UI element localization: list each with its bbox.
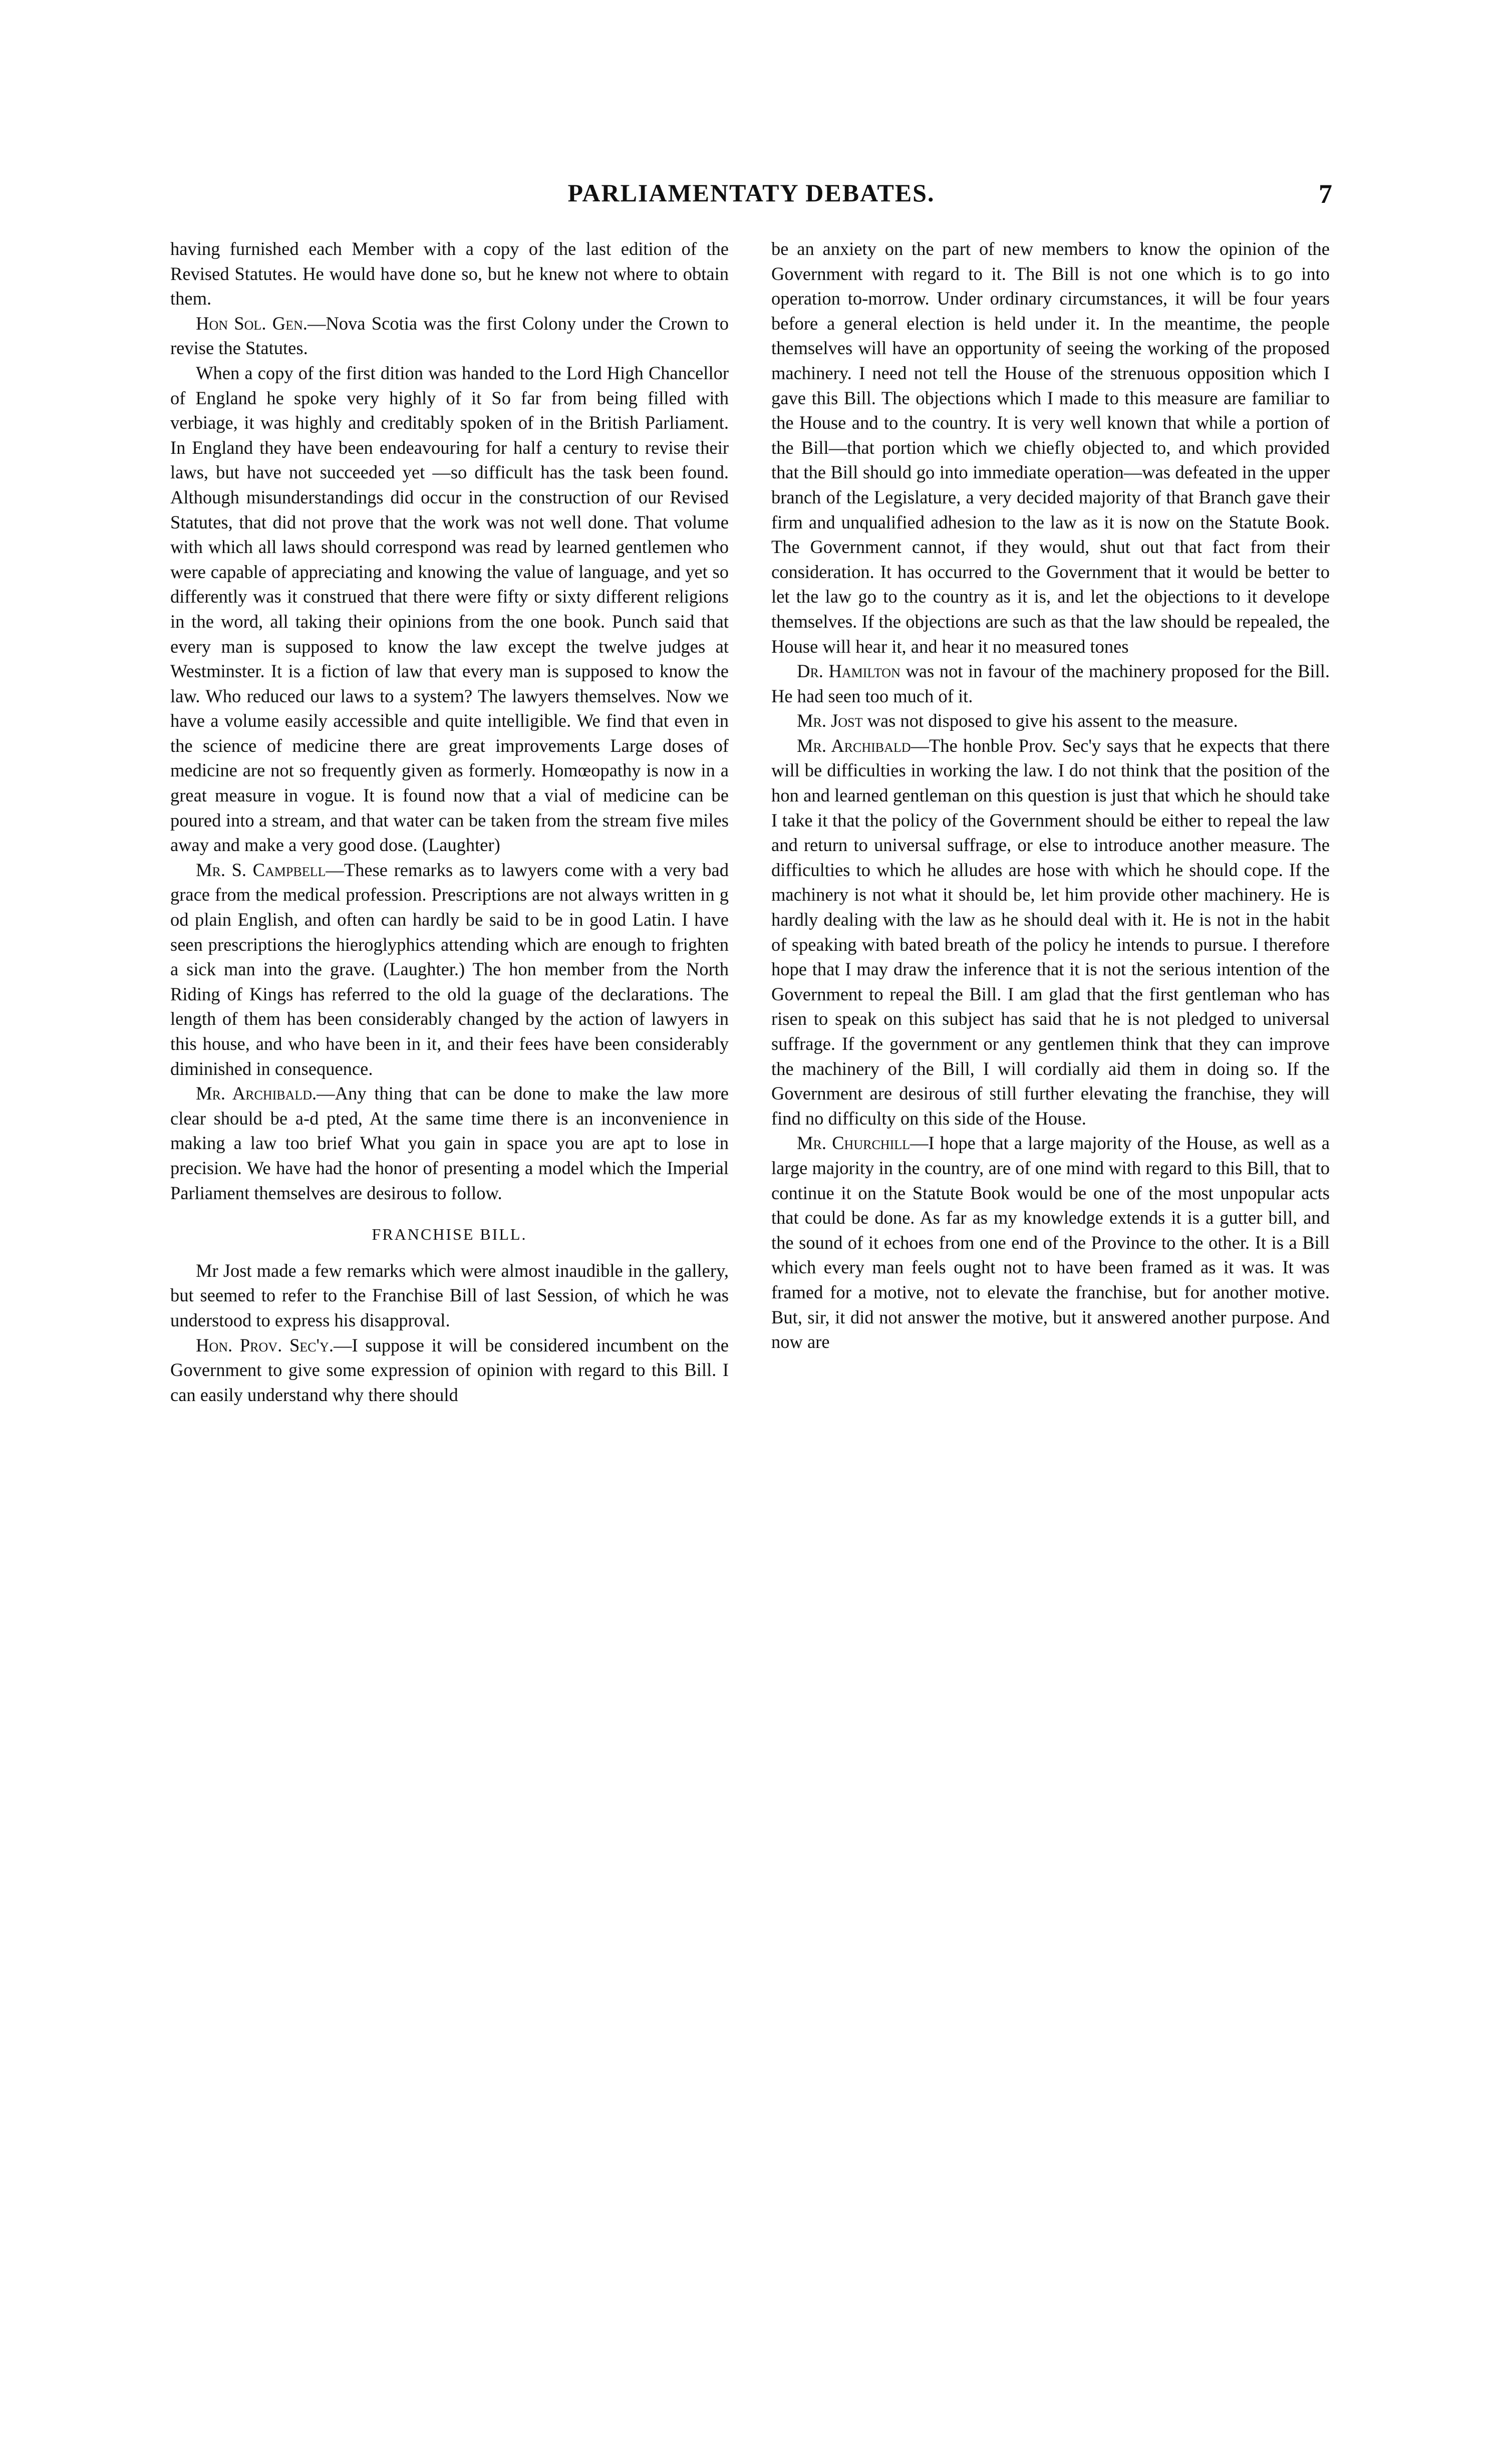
paragraph [771,1131,1330,1354]
speech-text: —I hope that a large majority of the House, as well as a large majority in the country, are of one mind with regard to this Bill, that to continue it on the Statute Book would be one of the most unpopular acts that could be done. As far as my knowledge extends it is a gutter bill, and the sound of it echoes from one end of the Province to the other. It is a Bill which every man feels ought not to have been framed as it was. It was framed for a motive, not to elevate the franchise, but for another motive. But, sir, it did not answer the motive, but it answered another purpose. And now are [771,1133,1330,1352]
section-heading: FRANCHISE BILL. [372,1225,527,1244]
speaker-name: Hon. Prov. Sec'y. [196,1334,334,1355]
speaker-name: Mr Jost [196,1260,252,1281]
speech-text: —Any thing that can be done to make the law more clear should be a-d pted, At the same time there is an inconvenience in making a law too brief What you gain in space you are apt to lose in precision. We have had the honor of presenting a model which the Imperial Parliament themselves are desirous to follow. [170,1083,729,1203]
paragraph: be an anxiety on the part of new members to know the opinion of the Government with regard to it. The Bill is not one which is to go into operation to-morrow. Under ordinary circumstances, it will be four years before a general election is held under it. In the meantime, the people themselves will have an opportunity of seeing the working of the proposed machinery. I need not tell the House of the strenuous opposition which I gave this Bill. The objections which I made to this measure are familiar to the House and to the country. It is very well known that while a portion of the Bill—that portion which we chiefly objected to, and which provided that the Bill should go into immediate operation—was defeated in the upper branch of the Legislature, a very decided majority of that Branch gave their firm and unqualified adhesion to the law as it is now on the Statute Book. The Government cannot, if they would, shut out that fact from their consideration. It has occurred to the Government that it would be better to let the law go to the country as it is, and let the objections to it develope themselves. If the objections are such as that the law should be repealed, the House will hear it, and hear it no measured tones [771,238,1330,657]
paragraph [771,733,1330,1131]
left-column [170,236,729,1407]
speaker-name: Dr. Hamilton [797,661,900,682]
running-title: PARLIAMENTATY DEBATES. [567,179,935,207]
page-header [170,178,1332,218]
right-column [771,236,1330,1354]
paragraph [170,1333,729,1408]
speaker-name: Mr. S. Campbell [196,859,326,880]
paragraph: When a copy of the first dition was handed to the Lord High Chancellor of England he spoke very highly of it So far from being filled with verbiage, it was highly and creditably spoken of in the British Parliament. In England they have been endeavouring for half a century to revise their laws, but have not succeeded yet —so difficult has the task been found. Although misunderstandings did occur in the construction of our Revised Statutes, that did not prove that the work was not well done. That volume with which all laws should correspond was read by learned gentlemen who were capable of appreciating and knowing the value of language, and yet so differently was it construed that there were fifty or sixty different religions in the word, all taking their opinions from the one book. Punch said that every man is supposed to know the law except the twelve judges at Westminster. It is a fiction of law that every man is supposed to know the law. Who reduced our laws to a system? The lawyers themselves. Now we have a volume easily accessible and quite intelligible. We find that even in the science of medicine there are great improvements Large doses of medicine are not so frequently given as formerly. Homœopathy is now in a great measure in vogue. It is found now that a vial of medicine can be poured into a stream, and that water can be taken from the stream five miles away and make a very good dose. (Laughter) [170,362,729,856]
paragraph [771,659,1330,708]
speaker-name: Mr. Jost [797,710,863,731]
speech-text: —I suppose it will be considered incumbent on the Government to give some expression of opinion with regard to this Bill. I can easily understand why there should [170,1334,729,1405]
paragraph [170,1258,729,1333]
speech-text: was not in favour of the machinery proposed for the Bill. He had seen too much of it. [771,661,1330,706]
page-number: 7 [1319,179,1332,209]
speaker-name: Hon Sol. Gen. [196,313,308,334]
paragraph [170,311,729,361]
speech-text: —Nova Scotia was the first Colony under the Crown to revise the Statutes. [170,313,729,359]
speech-text: was not disposed to give his assent to the measure. [862,710,1238,731]
speech-text: —These remarks as to lawyers come with a very bad grace from the medical profession. Prescriptions are not always written in g od plain English, and often can hardly be said to be in good Latin. I have seen prescriptions the hieroglyphics attending which are enough to frighten a sick man into the grave. (Laughter.) The hon member from the North Riding of Kings has referred to the old la guage of the declarations. The length of them has been considerably changed by the action of lawyers in this house, and who have been in it, and their fees have been considerably diminished in consequence. [170,859,729,1079]
paragraph [771,708,1330,733]
paragraph: having furnished each Member with a copy of the last edition of the Revised Statutes. He would have done so, but he knew not where to obtain them. [170,238,729,309]
paragraph [170,858,729,1081]
speaker-name: Mr. Archibald [797,735,911,756]
speaker-name: Mr. Archibald. [196,1083,317,1104]
speech-text: —The honble Prov. Sec'y says that he expects that there will be difficulties in working the law. I do not think that the position of the hon and learned gentleman on this question is just that which he should take I take it that the policy of the Government should be either to repeal the law and return to universal suffrage, or else to introduce another measure. The difficulties to which he alludes are hose with which he should cope. If the machinery is not what it should be, let him provide other machinery. He is hardly dealing with the law as he should deal with it. He is not in the habit of speaking with bated breath of the policy he intends to pursue. I therefore hope that I may draw the inference that it is not the serious intention of the Government to repeal the Bill. I am glad that the first gentleman who has risen to speak on this subject has said that he is not pledged to universal suffrage. If the government or any gentlemen think that they can improve the machinery of the Bill, I will cordially aid them in doing so. If the Government are desirous of still further elevating the franchise, they will find no difficulty on this side of the House. [771,735,1330,1129]
paragraph [170,1081,729,1205]
speaker-name: Mr. Churchill [797,1133,910,1154]
speech-text: made a few remarks which were almost inaudible in the gallery, but seemed to refer to the Franchise Bill of last Session, of which he was understood to express his disapproval. [170,1260,729,1330]
